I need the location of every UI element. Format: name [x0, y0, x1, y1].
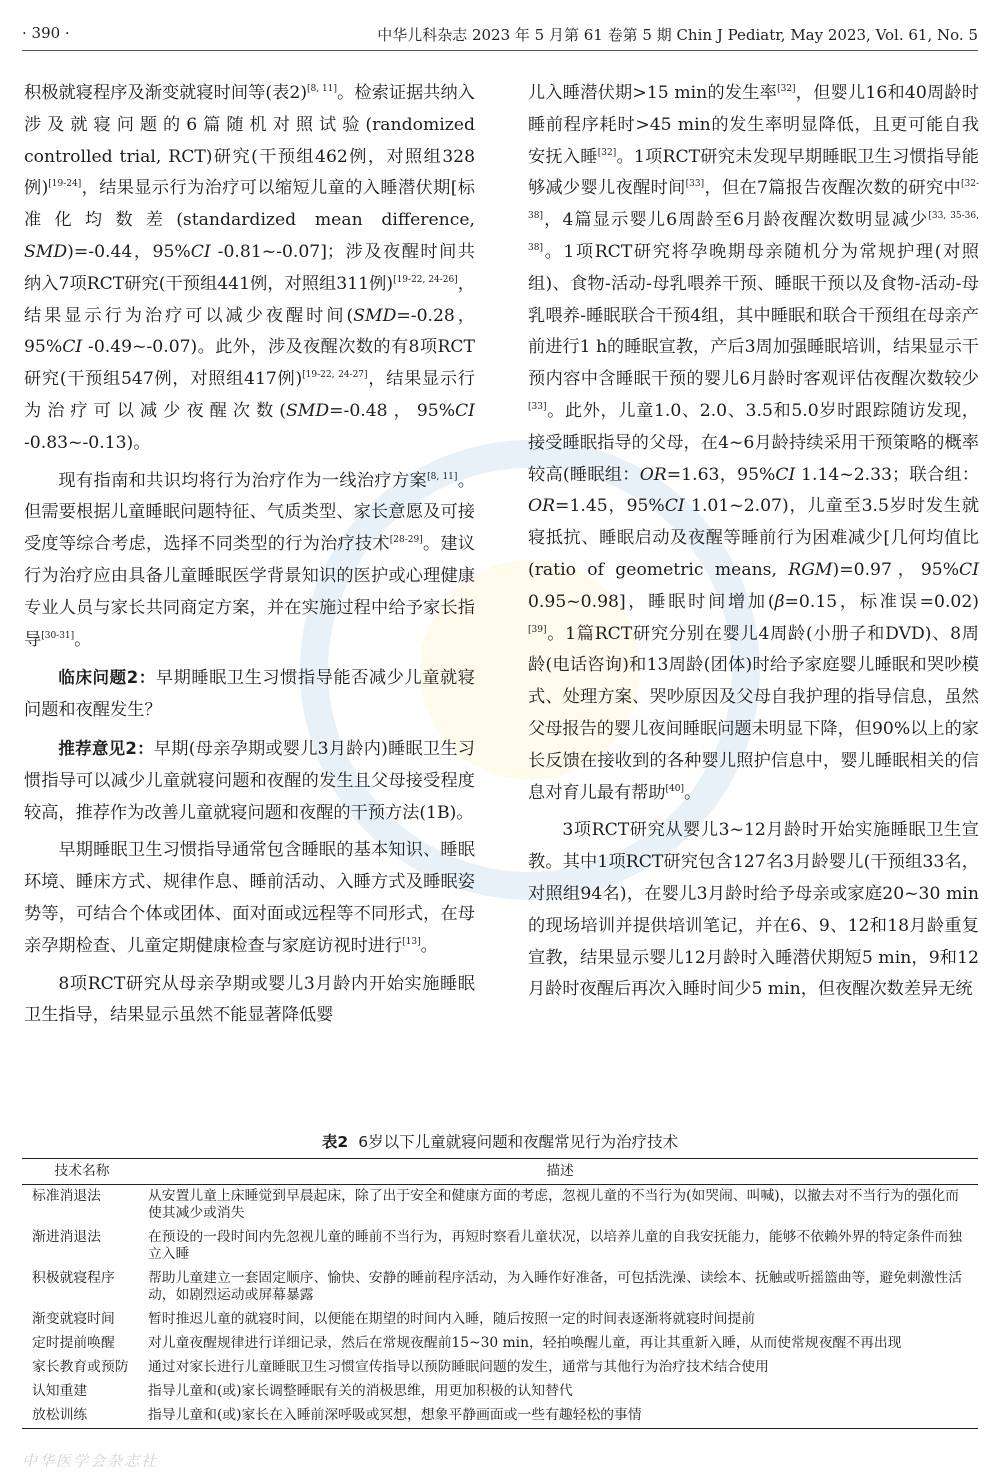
- paragraph: 积极就寝程序及渐变就寝时间等(表2)[8, 11]。检索证据共纳入涉及就寝问题的6篇随机对照试验(randomized controlled trial, RCT)研究(干预组462例，对照组328例)[19-24]，结果显示行为治疗可以缩短儿童的入睡潜伏期[标准化均数差(standardized mean difference, SMD)=-0.44，95%CI -0.81~-0.07]；涉及夜醒时间共纳入7项RCT研究(干预组441例，对照组311例)[19-22, 24-26]，结果显示行为治疗可以减少夜醒时间(SMD=-0.28，95%CI -0.49~-0.07)。此外，涉及夜醒次数的有8项RCT研究(干预组547例，对照组417例)[19-22, 24-27]，结果显示行为治疗可以减少夜醒次数(SMD=-0.48，95%CI -0.83~-0.13)。: [24, 83, 475, 453]
- question-label: 临床问题2：: [58, 668, 156, 688]
- clinical-question-2: [24, 662, 475, 727]
- technique-description: 指导儿童和(或)家长在入睡前深呼吸或冥想，想象平静画面或一些有趣轻松的事情: [142, 1404, 978, 1429]
- table-number: 表2: [321, 1133, 349, 1151]
- technique-name: 定时提前唤醒: [32, 1335, 115, 1351]
- technique-name: 认知重建: [32, 1383, 88, 1399]
- footer-watermark: 中华医学会杂志社: [22, 1452, 159, 1470]
- question-text: 早期睡眠卫生习惯指导能否减少儿童就寝问题和夜醒发生？: [24, 668, 475, 721]
- paragraph: 儿入睡潜伏期>15 min的发生率[32]，但婴儿16和40周龄时睡前程序耗时>45 min的发生率明显降低，且更可能自我安抚入睡[32]。1项RCT研究未发现早期睡眠卫生习惯指导能够减少婴儿夜醒时间[33]，但在7篇报告夜醒次数的研究中[32-38]，4篇显示婴儿6周龄至6月龄夜醒次数明显减少[33, 35-36, 38]。1项RCT研究将孕晚期母亲随机分为常规护理(对照组)、食物-活动-母乳喂养干预、睡眠干预以及食物-活动-母乳喂养-睡眠联合干预4组，其中睡眠和联合干预组在母亲产前进行1 h的睡眠宣教，产后3周加强睡眠培训，结果显示干预内容中含睡眠干预的婴儿6月龄时客观评估夜醒次数较少[33]。此外，儿童1.0、2.0、3.5和5.0岁时跟踪随访发现，接受睡眠指导的父母，在4~6月龄持续采用干预策略的概率较高(睡眠组：OR=1.63，95%CI 1.14~2.33；联合组：OR=1.45，95%CI 1.01~2.07)，儿童至3.5岁时发生就寝抵抗、睡眠启动及夜醒等睡前行为困难减少[几何均值比(ratio of geometric means, RGM)=0.97，95%CI 0.95~0.98]，睡眠时间增加(β=0.15，标准误=0.02)[39]。1篇RCT研究分别在婴儿4周龄(小册子和DVD)、8周龄(电话咨询)和13周龄(团体)时给予家庭婴儿睡眠和哭吵模式、处理方案、哭吵原因及父母自我护理的指导信息，虽然父母报告的婴儿夜间睡眠问题未明显下降，但90%以上的家长反馈在接收到的各种婴儿照护信息中，婴儿睡眠相关的信息对育儿最有帮助[40]。: [528, 83, 980, 803]
- paragraph: 3项RCT研究从婴儿3~12月龄时开始实施睡眠卫生宣教。其中1项RCT研究包含127名3月龄婴儿(干预组33名，对照组94名)，在婴儿3月龄时给予母亲或家庭20~30 min的现场培训并提供培训笔记，并在6、9、12和18月龄重复宣教，结果显示婴儿12月龄时入睡潜伏期短5 min，9和12月龄时夜醒后再次入睡时间少5 min，但夜醒次数差异无统: [528, 820, 979, 1000]
- table-row: [22, 1332, 978, 1356]
- technique-description: 在预设的一段时间内先忽视儿童的睡前不当行为，再短时察看儿童状况，以培养儿童的自我安抚能力，能够不依赖外界的特定条件而独立入睡: [148, 1229, 963, 1262]
- recommendation-text: 早期(母亲孕期或婴儿3月龄内)睡眠卫生习惯指导可以减少儿童就寝问题和夜醒的发生且父母接受程度较高，推荐作为改善儿童就寝问题和夜醒的干预方法(1B)。: [24, 738, 475, 823]
- table-title: 6岁以下儿童就寝问题和夜醒常见行为治疗技术: [358, 1133, 679, 1151]
- table-row: [22, 1185, 978, 1227]
- recommendation-label: 推荐意见2：: [58, 738, 154, 758]
- paragraph: 8项RCT研究从母亲孕期或婴儿3月龄内开始实施睡眠卫生指导，结果显示虽然不能显著降低婴: [24, 973, 475, 1026]
- page-number: · 390 ·: [22, 24, 70, 42]
- table-row: [22, 1267, 978, 1308]
- technique-description: 帮助儿童建立一套固定顺序、愉快、安静的睡前程序活动，为入睡作好准备，可包括洗澡、读绘本、抚触或听摇篮曲等，避免刺激性活动，如剧烈运动或屏幕暴露: [148, 1270, 963, 1303]
- header-rule: [22, 50, 978, 51]
- table-row: [22, 1226, 978, 1267]
- technique-name: 渐进消退法: [32, 1229, 101, 1245]
- behavior-therapy-table: [22, 1158, 978, 1429]
- right-column: [528, 78, 979, 1006]
- table-row: [22, 1308, 978, 1332]
- table-row: [22, 1380, 978, 1404]
- technique-description: 对儿童夜醒规律进行详细记录，然后在常规夜醒前15~30 min，轻拍唤醒儿童，再让其重新入睡，从而使常规夜醒不再出现: [148, 1335, 902, 1351]
- technique-name: 放松训练: [22, 1404, 142, 1429]
- technique-name: 积极就寝程序: [32, 1270, 115, 1286]
- technique-description: 通过对家长进行儿童睡眠卫生习惯宣传指导以预防睡眠问题的发生，通常与其他行为治疗技术结合使用: [148, 1359, 769, 1375]
- recommendation-2: [24, 733, 475, 829]
- paragraph: 现有指南和共识均将行为治疗作为一线治疗方案[8, 11]。但需要根据儿童睡眠问题特征、气质类型、家长意愿及可接受度等综合考虑，选择不同类型的行为治疗技术[28-29]。建议行为治疗应由具备儿童睡眠医学背景知识的医护或心理健康专业人员与家长共同商定方案，并在实施过程中给予家长指导[30-31]。: [24, 470, 475, 650]
- table-row: [22, 1356, 978, 1380]
- technique-name: 家长教育或预防: [32, 1359, 129, 1375]
- technique-name: 渐变就寝时间: [32, 1311, 115, 1327]
- page-header: [22, 20, 978, 48]
- technique-description: 指导儿童和(或)家长调整睡眠有关的消极思维，用更加积极的认知替代: [148, 1383, 573, 1399]
- technique-description: 从安置儿童上床睡觉到早晨起床，除了出于安全和健康方面的考虑，忽视儿童的不当行为(如哭闹、叫喊)，以撤去对不当行为的强化而使其减少或消失: [148, 1188, 959, 1221]
- technique-name: 标准消退法: [32, 1188, 101, 1204]
- paragraph: 早期睡眠卫生习惯指导通常包含睡眠的基本知识、睡眠环境、睡床方式、规律作息、睡前活动、入睡方式及睡眠姿势等，可结合个体或团体、面对面或远程等不同形式，在母亲孕期检查、儿童定期健康检查与家庭访视时进行[13]。: [24, 840, 475, 956]
- table-row: [22, 1404, 978, 1429]
- table-caption: [0, 1130, 1000, 1152]
- table-header-desc: 描述: [142, 1159, 978, 1185]
- table-header-name: 技术名称: [22, 1159, 142, 1185]
- technique-description: 暂时推迟儿童的就寝时间，以便能在期望的时间内入睡，随后按照一定的时间表逐渐将就寝时间提前: [148, 1311, 756, 1327]
- left-column: [24, 78, 475, 1032]
- journal-citation: 中华儿科杂志 2023 年 5 月第 61 卷第 5 期 Chin J Pediatr, May 2023, Vol. 61, No. 5: [377, 26, 978, 44]
